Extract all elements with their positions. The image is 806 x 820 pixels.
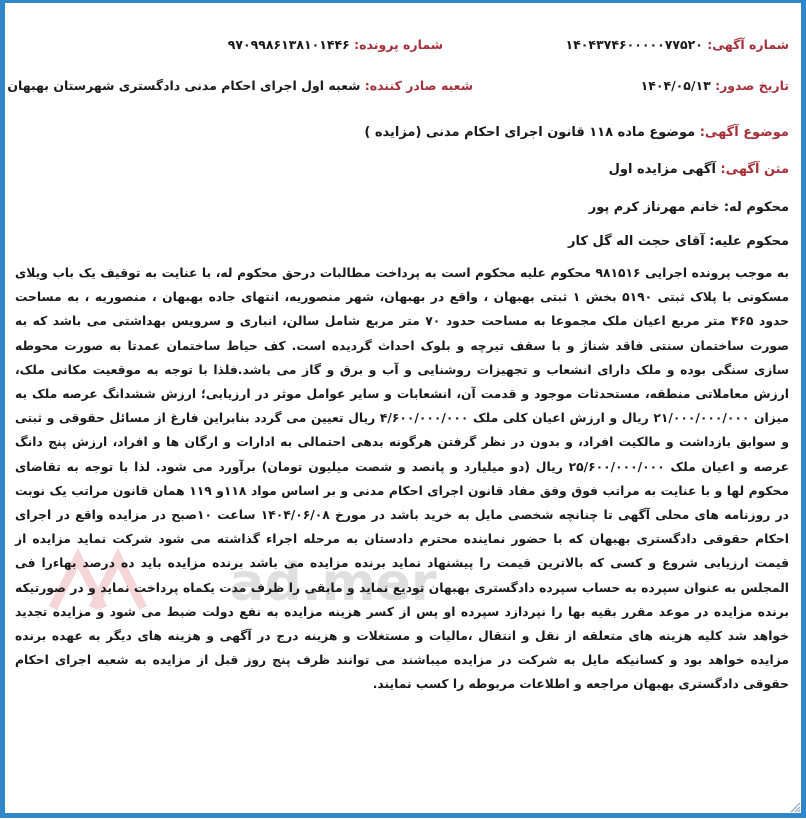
resize-grip-icon[interactable]: [787, 799, 801, 813]
debtor-line: محکوم علیه: آقای حجت اله گل کار: [568, 234, 789, 249]
ad-number-value: ۱۴۰۴۳۷۴۶۰۰۰۰۰۷۷۵۲۰: [565, 37, 703, 52]
issue-date-value: ۱۴۰۴/۰۵/۱۳: [640, 78, 711, 93]
ad-text-value: آگهی مزایده اول: [608, 162, 716, 177]
meta-row-numbers: [5, 37, 801, 67]
notice-body: به موجب پرونده اجرایی ۹۸۱۵۱۶ محکوم علیه محکوم است به پرداخت مطالبات درحق محکوم له، با عنایت به توقیف یک باب ویلای مسکونی با پلاک ثبتی ۵۱۹۰ بخش ۱ ثبتی بهبهان ، واقع در بهبهان، شهر منصوریه، انتهای جاده بهبهان ، منصوریه ، به مساحت حدود ۴۶۵ متر مربع اعیان ملک مجموعا به مساحت حدود ۷۰ متر مربع شامل سالن، انباری و سرویس بهداشتی می باشد که به صورت ساختمان سنتی فاقد شناژ و با سقف تیرچه و بلوک احداث گردیده است. کف حیاط ساختمان عمدتا به صورت محوطه سازی سنگی بوده و ملک دارای انشعاب و تجهیزات روشنایی و آب و برق و گاز می باشد.فلذا با توجه به موقعیت مکانی ملک، ارزش معاملاتی منطقه، مستحدثات موجود و قدمت آن، انشعابات و سایر عوامل موثر در ارزیابی؛ ارزش ششدانگ عرصه ملک به میزان ۲۱/۰۰۰/۰۰۰/۰۰۰ ریال و ارزش اعیان کلی ملک ۴/۶۰۰/۰۰۰/۰۰۰ ریال تعیین می گردد بنابراین فارغ از مسائل حقوقی و ثبتی و سوابق بازداشت و مالکیت افراد، و بدون در نظر گرفتن هرگونه بدهی احتمالی به ادارات و ارگان ها و افراد، ارزش پنج دانگ عرصه و اعیان ملک ۲۵/۶۰۰/۰۰۰/۰۰۰ ریال (دو میلیارد و پانصد و شصت میلیون تومان) برآورد می شود. لذا با توجه به تقاضای محکوم لها و با عنایت به مراتب فوق وفق مفاد قانون اجرای احکام مدنی و بر اساس مواد ۱۱۸و ۱۱۹ همان قانون مراتب یک نوبت در روزنامه های محلی آگهی تا چنانچه شخصی مایل به خرید باشد در مورخ ۱۴۰۴/۰۶/۰۸ ساعت ۱۰صبح در مزایده واقع در اجرای احکام حقوقی دادگستری بهبهان که با حضور نماینده محترم دادستان به مرحله اجراء گذاشته می شود شرکت نماید مزایده از قیمت ارزیابی شروع و کسی که بالاترین قیمت را پیشنهاد نماید برنده مزایده می باشد برنده مزایده باید ده درصد بهاءرا فی المجلس به عنوان سپرده به حساب سپرده دادگستری بهبهان تودیع نماید و مابقی را ظرف مدت یکماه پرداخت نماید و در صورتیکه برنده مزایده در موعد مقرر بقیه بها را نپردازد سپرده او پس از کسر هزینه مزایده به نفع دولت ضبط می شود و مزایده تجدید خواهد شد کلیه هزینه های متعلقه از نقل و انتقال ،مالیات و مستغلات و هزینه درج در آگهی و هزینه های دیگر به عهده برنده مزایده خواهد بود و کسانیکه مایل به شرکت در مزایده میباشند می توانند ظرف پنج روز قبل از مزایده به شعبه اجرای احکام حقوقی دادگستری بهبهان مراجعه و اطلاعات مربوطه را کسب نمایند.: [15, 266, 790, 692]
issue-date-label: تاریخ صدور:: [715, 78, 789, 93]
subject-label: موضوع آگهی:: [699, 125, 789, 140]
beneficiary-line: محکوم له: خانم مهرناز کرم پور: [588, 200, 789, 215]
issuer-value: شعبه اول اجرای احکام مدنی دادگستری شهرستان بهبهان: [7, 78, 361, 93]
issue-date-field: [641, 78, 789, 93]
ad-text-label: متن آگهی:: [720, 162, 789, 177]
ad-number-field: [566, 37, 789, 52]
file-number-label: شماره پرونده:: [354, 37, 443, 52]
ad-number-label: شماره آگهی:: [707, 37, 789, 52]
subject-value: موضوع ماده ۱۱۸ قانون اجرای احکام مدنی (مزایده ): [364, 125, 696, 140]
subject-line: [17, 125, 789, 140]
watermark-text: ad.mer: [229, 553, 437, 613]
file-number-value: ۹۷۰۹۹۸۶۱۳۸۱۰۱۴۴۶: [227, 37, 350, 52]
issuer-field: [7, 78, 473, 93]
issuer-label: شعبه صادر کننده:: [364, 78, 473, 93]
meta-row-date-issuer: [5, 78, 801, 108]
ad-text-line: [17, 162, 789, 177]
file-number-field: [228, 37, 443, 52]
